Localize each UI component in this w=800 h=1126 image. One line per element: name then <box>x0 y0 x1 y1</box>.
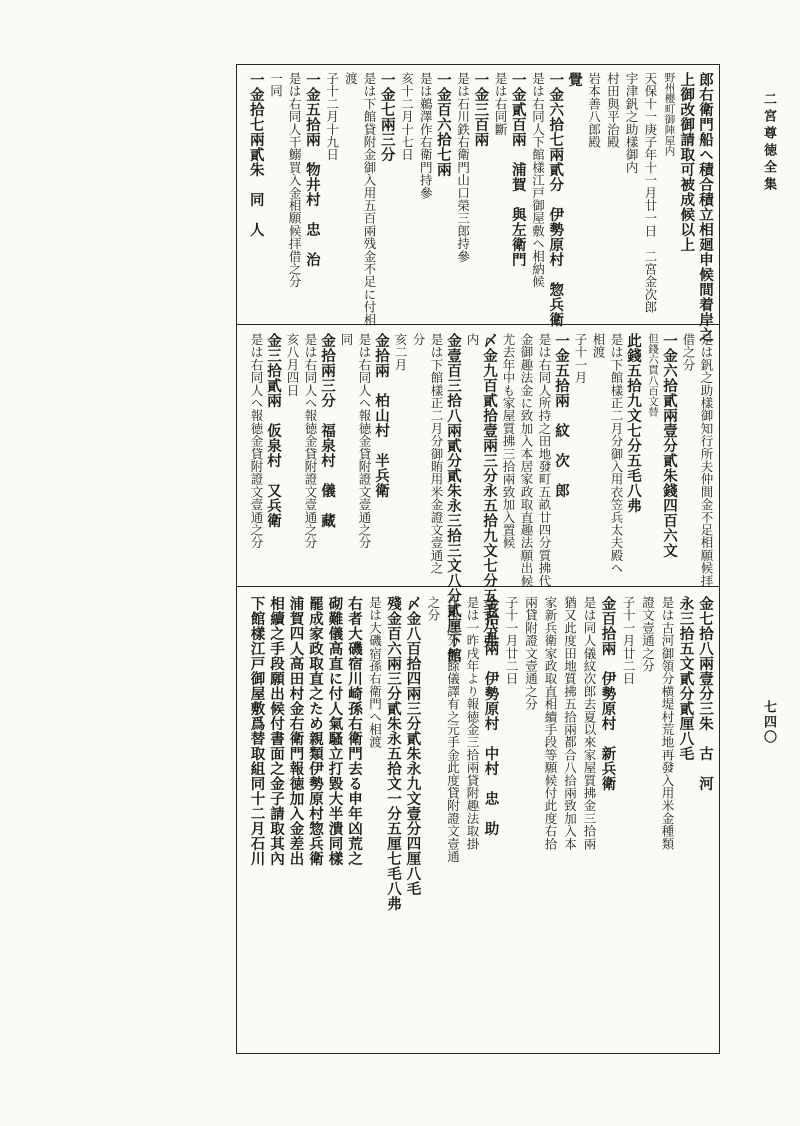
middle-column: 亥八月四日 <box>285 333 300 397</box>
upper-column: 一金拾七兩貳朱 同 人 <box>247 72 265 237</box>
lower-column: 是は同人儀紋次郎去夏以來家屋質拂金三拾兩 <box>582 596 597 850</box>
middle-column: 子十一月 <box>573 333 588 384</box>
lower-column: 浦賀四人高田村金右衛門報徳加入金差出 <box>287 596 305 866</box>
upper-column: 天保十一庚子年十一月廿一日 二宮金次郎 <box>642 72 658 314</box>
lower-column: 仕掛之分無餘儀譯有之元手金此度貸附證文壹通 <box>445 596 461 863</box>
lower-column: 是は大磯宿孫右衛門ヘ相渡 <box>367 596 383 749</box>
middle-column: 是は右同人ヘ報徳金貸附證文壹通之分 <box>249 333 264 549</box>
upper-column: 上御改御請取可被成候以上 <box>678 72 696 252</box>
middle-column: 金壹百三拾八兩貳分貳朱永三拾三文八分貳厘下館 <box>445 333 462 663</box>
section-divider-lower <box>236 586 720 587</box>
middle-column: 一金五拾兩 紋 次 郎 <box>553 333 570 498</box>
upper-column: 宇津釩之助樣御内 <box>624 72 640 174</box>
upper-column: 是は右同人下館樣江戸御屋敷ヘ相納候 <box>530 72 546 288</box>
lower-column: 永三拾五文貳分貳厘八毛 <box>677 596 695 761</box>
middle-column: 尤去年中も家屋質拂三拾兩致加入置候 <box>501 333 516 549</box>
lower-column: 右者大磯宿川崎孫右衛門去る申年凶荒之 <box>346 596 363 866</box>
page-number: 七四〇 <box>761 700 776 745</box>
upper-column: 一金五拾兩 物井村 忠 治 <box>303 72 321 267</box>
middle-column: 是は右同人ヘ報徳金貸附證文壹通之分 <box>357 333 372 549</box>
middle-column: 〆金九百貳拾壹兩三分永五拾九文七分五毛八弗 <box>481 333 498 648</box>
middle-column: 相渡 <box>591 333 606 359</box>
lower-column: 砌難儀高直に付人氣騷立打毀大半潰同樣 <box>326 596 344 866</box>
upper-column: 亥十二月十七日 <box>399 72 415 161</box>
lower-column: 罷成家政取直之ため親類伊勢原村惣兵衛 <box>307 596 324 866</box>
upper-column: 是は右同人干鰯買入金相願候拝借之分 <box>287 72 303 288</box>
middle-column: 一金六拾貳兩壹分貳朱錢四百六文 <box>661 333 678 558</box>
lower-column: 〆金八百拾四兩三分貳朱永九文壹分四厘八毛 <box>404 596 422 896</box>
upper-column: 是は右同斷 <box>493 72 509 136</box>
middle-column: 金拾兩三分 福泉村 儀 藏 <box>319 333 336 528</box>
middle-column: 此錢五拾九文七分五毛八弗 <box>625 333 642 513</box>
upper-column: 野州櫻町御陣屋内 <box>663 72 676 156</box>
upper-column: 一金六拾七兩貳分 伊勢原村 惣兵衛 <box>547 72 565 327</box>
middle-column: 是は右同人ヘ報徳金貸附證文壹通之分 <box>303 333 318 549</box>
lower-column: 子十一月廿二日 <box>621 596 636 685</box>
lower-column: 證文壹通之分 <box>640 596 656 673</box>
upper-column: 子十二月十九日 <box>324 72 340 161</box>
lower-column: 子十一月廿二日 <box>504 596 519 685</box>
lower-column: 猶又此度田地質拂五拾兩都合八拾兩致加入本 <box>562 596 578 850</box>
book-title: 二宮尊徳全集 <box>761 92 776 194</box>
lower-column: 兩貸附證文壹通之分 <box>523 596 539 711</box>
section-divider-upper <box>236 324 720 325</box>
middle-column: 是は右同人所持之田地發町五畝廿四分質拂代 <box>537 333 552 587</box>
middle-column: 分 <box>411 333 426 346</box>
lower-column: 金百拾兩 伊勢原村 新兵衛 <box>599 596 617 791</box>
lower-column: 相續之手段願出候付書面之金子請取其內 <box>268 596 285 866</box>
upper-column: 一金七兩三分 <box>378 72 396 162</box>
upper-column: 覺 <box>565 72 583 87</box>
lower-column: 殘金百六兩三分貳朱永五拾文一分五厘七毛八弗 <box>385 596 402 911</box>
upper-column: 一金貳百兩 浦賀 與左衛門 <box>509 72 527 267</box>
lower-column: 下館樣江戸御屋敷爲替取組同十二月石川 <box>248 596 266 866</box>
upper-column: 是は石川鉄右衛門山口榮三郎持參 <box>455 72 471 263</box>
middle-column: 是は下館樣正二月分御賄用米金證文壹通之 <box>429 333 444 575</box>
upper-column: 岩本善八郎殿 <box>586 72 602 149</box>
upper-column: 郎右衛門船ヘ積合積立相廻申候間着岸之 <box>696 72 714 342</box>
middle-column: 是は釩之助樣御知行所夫仲間金不足相願候拝 <box>699 333 714 587</box>
middle-column: 金拾兩 柏山村 半兵衛 <box>373 333 390 498</box>
upper-column: 是は鵜澤作右衛門持參 <box>418 72 434 199</box>
middle-column: 金三拾貳兩 仮泉村 又兵衛 <box>265 333 282 528</box>
middle-column: 是は下館樣正二月分御入用衣笠兵太夫殿へ <box>609 333 624 575</box>
upper-column: 一金三百兩 <box>472 72 490 147</box>
middle-column: 但錢六貫八百文替 <box>647 333 659 417</box>
middle-column: 同 <box>339 333 354 346</box>
middle-column: 亥二月 <box>393 333 408 372</box>
upper-column: 一同 <box>268 72 284 98</box>
middle-column: 金御趣法金に致加入本居家政取直趣法願出候 <box>519 333 534 587</box>
lower-column: 金拾五兩 伊勢原村 中村 忠 助 <box>482 596 500 836</box>
lower-column: 金七拾八兩壹分三朱 古 河 <box>697 596 714 791</box>
lower-column: 之分 <box>426 596 441 622</box>
lower-column: 家新兵衛家政取直相續手段等願候付此度右拾 <box>543 596 558 850</box>
upper-column: 渡 <box>343 72 359 85</box>
upper-column: 村田與平治殿 <box>605 72 621 149</box>
middle-column: 借之分 <box>681 333 696 372</box>
middle-column: 内 <box>465 333 480 346</box>
lower-column: 是は一昨戌年より報徳金三拾兩貸附趣法取掛 <box>465 596 480 850</box>
upper-column: 是は下館貸附金御入用五百兩残金不足に付相 <box>362 72 378 326</box>
lower-column: 是は古河御領分横堤村荒地再發入用米金種類 <box>660 596 675 850</box>
upper-column: 一金百六拾七兩 <box>434 72 452 177</box>
